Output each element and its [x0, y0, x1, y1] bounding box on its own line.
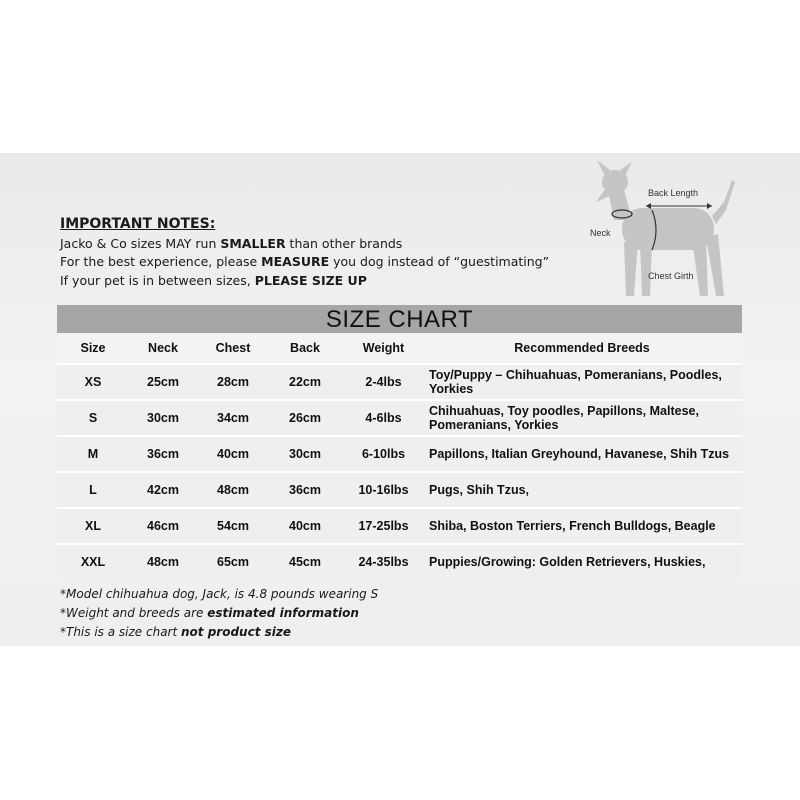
cell-size: M	[87, 447, 99, 461]
table-row	[57, 363, 742, 399]
notes-line-1-text-end: than other brands	[285, 235, 403, 251]
header-size: Size	[80, 341, 106, 355]
header-back: Back	[290, 341, 320, 355]
cell-chest: 65cm	[217, 555, 249, 569]
footnote-3	[60, 623, 378, 642]
notes-line-2-emphasis: MEASURE	[261, 254, 330, 269]
table-row	[57, 399, 742, 435]
cell-chest: 34cm	[217, 411, 249, 425]
cell-back: 45cm	[289, 555, 321, 569]
cell-neck: 36cm	[147, 447, 179, 461]
notes-line-2-text: For the best experience, please	[60, 254, 262, 269]
cell-neck: 46cm	[147, 519, 179, 533]
cell-weight: 24-35lbs	[358, 555, 409, 569]
cell-back: 36cm	[289, 483, 321, 497]
cell-size: XS	[84, 375, 102, 389]
cell-neck: 48cm	[147, 555, 179, 569]
cell-back: 40cm	[289, 519, 321, 533]
cell-size: L	[89, 483, 97, 497]
cell-weight: 10-16lbs	[358, 483, 409, 497]
notes-line-3-emphasis: PLEASE SIZE UP	[254, 272, 367, 288]
footnote-2-text: *Weight and breeds are	[60, 606, 208, 620]
notes-line-3-text: If your pet is in between sizes,	[60, 272, 255, 288]
cell-neck: 25cm	[147, 375, 179, 389]
cell-neck: 42cm	[147, 483, 179, 497]
cell-breeds: Papillons, Italian Greyhound, Havanese, Shih Tzus	[429, 447, 730, 461]
cell-weight: 6-10lbs	[361, 447, 406, 461]
chest-girth-label: Chest Girth	[648, 271, 694, 281]
dog-measurement-diagram	[584, 150, 754, 300]
cell-chest: 54cm	[217, 519, 249, 533]
header-chest: Chest	[215, 341, 251, 355]
table-header-row	[57, 333, 742, 363]
footnote-3-emphasis: not product size	[181, 625, 291, 639]
cell-back: 30cm	[289, 447, 321, 461]
cell-weight: 2-4lbs	[365, 375, 402, 389]
cell-breeds: Shiba, Boston Terriers, French Bulldogs, Beagle	[429, 519, 716, 533]
table-row	[57, 471, 742, 507]
cell-weight: 17-25lbs	[358, 519, 409, 533]
cell-back: 26cm	[289, 411, 321, 425]
cell-size: XXL	[80, 555, 106, 569]
back-length-label: Back Length	[648, 188, 699, 198]
cell-size: S	[88, 411, 98, 425]
footnote-1: *Model chihuahua dog, Jack, is 4.8 pounds wearing S	[60, 587, 379, 601]
notes-title: IMPORTANT NOTES:	[60, 216, 216, 232]
footnote-2-emphasis: estimated information	[207, 606, 359, 620]
notes-line-1-text: Jacko & Co sizes MAY run	[60, 235, 221, 251]
cell-chest: 28cm	[217, 375, 249, 389]
size-chart-title: SIZE CHART	[57, 305, 742, 333]
cell-size: XL	[85, 519, 101, 533]
cell-back: 22cm	[289, 375, 321, 389]
footnote-3-text: *This is a size chart	[60, 625, 181, 639]
cell-breeds: Puppies/Growing: Golden Retrievers, Huskies,	[429, 555, 706, 569]
footnotes	[60, 585, 378, 642]
notes-line-1-emphasis: SMALLER	[220, 235, 286, 251]
cell-breeds: Chihuahuas, Toy poodles, Papillons, Maltese, Pomeranians, Yorkies	[429, 404, 699, 432]
footnote-2	[60, 604, 378, 623]
notes-line-2	[60, 253, 549, 272]
cell-chest: 40cm	[217, 447, 249, 461]
table-row	[57, 507, 742, 543]
notes-line-3	[60, 272, 549, 291]
notes-line-2-text-end: you dog instead of “guestimating”	[329, 254, 550, 269]
cell-weight: 4-6lbs	[365, 411, 402, 425]
table-row	[57, 435, 742, 471]
header-weight: Weight	[362, 341, 405, 355]
neck-label: Neck	[590, 228, 611, 238]
header-neck: Neck	[148, 341, 178, 355]
cell-breeds: Toy/Puppy – Chihuahuas, Pomeranians, Poodles, Yorkies	[429, 368, 722, 396]
header-recommended-breeds: Recommended Breeds	[514, 341, 650, 355]
back-length-arrow-right	[707, 203, 712, 209]
cell-neck: 30cm	[147, 411, 179, 425]
important-notes	[60, 215, 549, 290]
table-row	[57, 543, 742, 579]
size-chart-table	[57, 333, 742, 579]
notes-line-1	[60, 235, 549, 254]
cell-chest: 48cm	[217, 483, 249, 497]
cell-breeds: Pugs, Shih Tzus,	[429, 483, 530, 497]
